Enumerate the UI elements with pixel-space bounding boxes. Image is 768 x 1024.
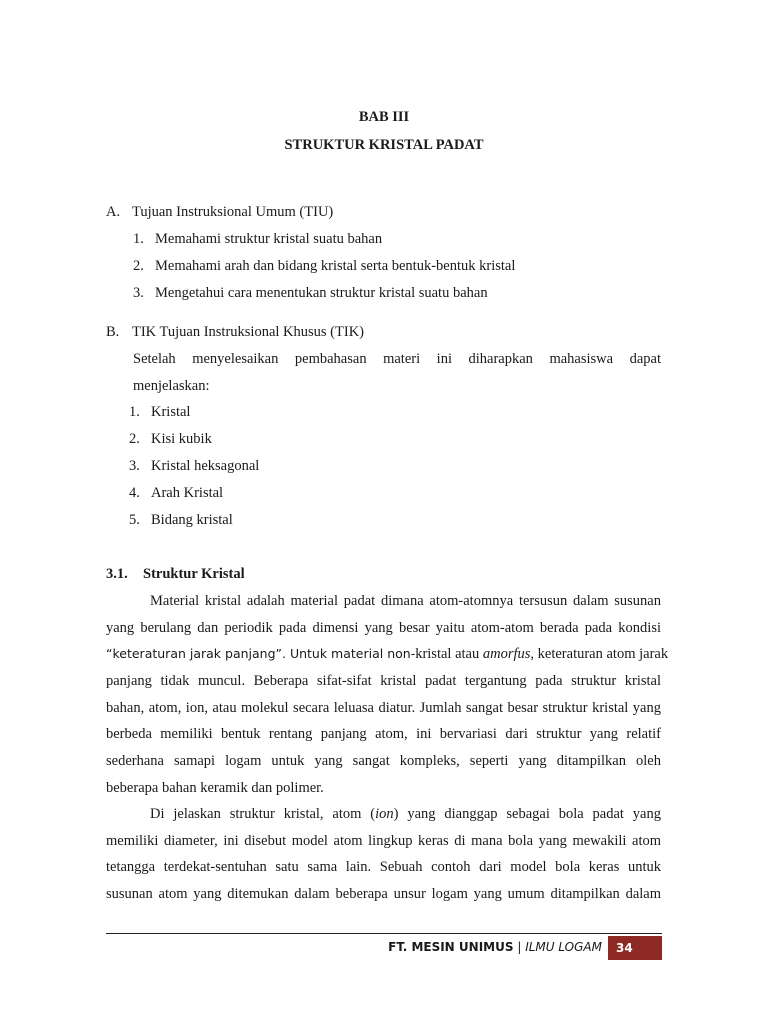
paragraph-line: susunan atom yang ditemukan dalam beberapa unsur logam yang umum ditampilkan dalam: [106, 886, 661, 902]
quoted-term: “keteraturan jarak panjang”. Untuk material non-: [106, 646, 416, 661]
text-run: ) yang dianggap sebagai bola padat yang: [393, 806, 661, 822]
page-number: 34: [608, 936, 662, 960]
footer-course: ILMU LOGAM: [525, 940, 602, 954]
paragraph-line: Material kristal adalah material padat dimana atom-atomnya tersusun dalam susunan: [150, 593, 661, 609]
list-text: Memahami arah dan bidang kristal serta bentuk-bentuk kristal: [155, 258, 516, 274]
list-number: 1.: [133, 231, 144, 247]
list-item: [133, 231, 382, 248]
list-item: [133, 258, 515, 275]
list-number: 4.: [129, 485, 140, 501]
paragraph-line: [106, 646, 669, 663]
list-number: 2.: [133, 258, 144, 274]
list-item: [129, 431, 212, 448]
footer-divider: [106, 933, 662, 934]
paragraph-line: sederhana samapi logam untuk yang sangat kompleks, seperti yang ditampilkan oleh: [106, 753, 661, 769]
section-b-intro-cont: menjelaskan:: [133, 378, 210, 394]
list-number: 3.: [129, 458, 140, 474]
section-a-title: Tujuan Instruksional Umum (TIU): [132, 204, 334, 220]
paragraph-line: bahan, atom, ion, atau molekul secara leluasa diatur. Jumlah sangat besar struktur kristal yang: [106, 700, 661, 716]
italic-term: amorfus: [482, 646, 531, 662]
chapter-label: BAB III: [358, 109, 410, 125]
list-number: 1.: [129, 404, 140, 420]
paragraph-line: berbeda memiliki bentuk rentang panjang atom, ini bervariasi dari struktur yang relatif: [106, 726, 661, 742]
list-text: Memahami struktur kristal suatu bahan: [155, 231, 383, 247]
paragraph-line: panjang tidak muncul. Beberapa sifat-sifat kristal padat tergantung pada struktur kristal: [106, 673, 661, 689]
list-text: Arah Kristal: [151, 485, 224, 501]
paragraph-line: [150, 806, 661, 823]
list-text: Kisi kubik: [151, 431, 212, 447]
list-item: [129, 458, 259, 475]
chapter-title: STRUKTUR KRISTAL PADAT: [284, 137, 484, 153]
subsection-heading: [106, 566, 245, 583]
section-b-title: TIK Tujuan Instruksional Khusus (TIK): [132, 324, 364, 340]
list-item: [129, 485, 223, 502]
paragraph-line: yang berulang dan periodik pada dimensi yang besar yaitu atom-atom berada pada kondisi: [106, 620, 661, 636]
list-text: Kristal heksagonal: [151, 458, 260, 474]
page-footer: [106, 936, 662, 960]
list-number: 5.: [129, 512, 140, 528]
subsection-number: 3.1.: [106, 566, 128, 582]
footer-institution: FT. MESIN UNIMUS: [388, 940, 514, 954]
section-a-label: A.: [106, 204, 121, 220]
paragraph-line: memiliki diameter, ini disebut model atom lingkup keras di mana bola yang mewakili atom: [106, 833, 661, 849]
list-item: [129, 404, 190, 421]
list-item: [133, 285, 488, 302]
text-run: Di jelaskan struktur kristal, atom (: [150, 806, 376, 822]
list-item: [129, 512, 233, 529]
list-text: Kristal: [151, 404, 191, 420]
list-text: Mengetahui cara menentukan struktur kristal suatu bahan: [155, 285, 488, 301]
footer-label: [388, 940, 602, 954]
text-run: kristal atau: [415, 646, 483, 662]
text-run: , keteraturan atom jarak: [530, 646, 669, 662]
section-b-heading: [106, 324, 364, 341]
section-b-label: B.: [106, 324, 120, 340]
list-number: 2.: [129, 431, 140, 447]
list-text: Bidang kristal: [151, 512, 233, 528]
paragraph-line: tetangga terdekat-sentuhan satu sama lain. Sebuah contoh dari model bola keras untuk: [106, 859, 661, 875]
footer-separator: |: [517, 940, 522, 954]
subsection-title: Struktur Kristal: [143, 566, 245, 582]
section-a-heading: [106, 204, 333, 221]
italic-term: ion: [375, 806, 394, 822]
list-number: 3.: [133, 285, 144, 301]
section-b-intro: Setelah menyelesaikan pembahasan materi ini diharapkan mahasiswa dapat: [133, 351, 661, 367]
paragraph-line: beberapa bahan keramik dan polimer.: [106, 780, 324, 796]
